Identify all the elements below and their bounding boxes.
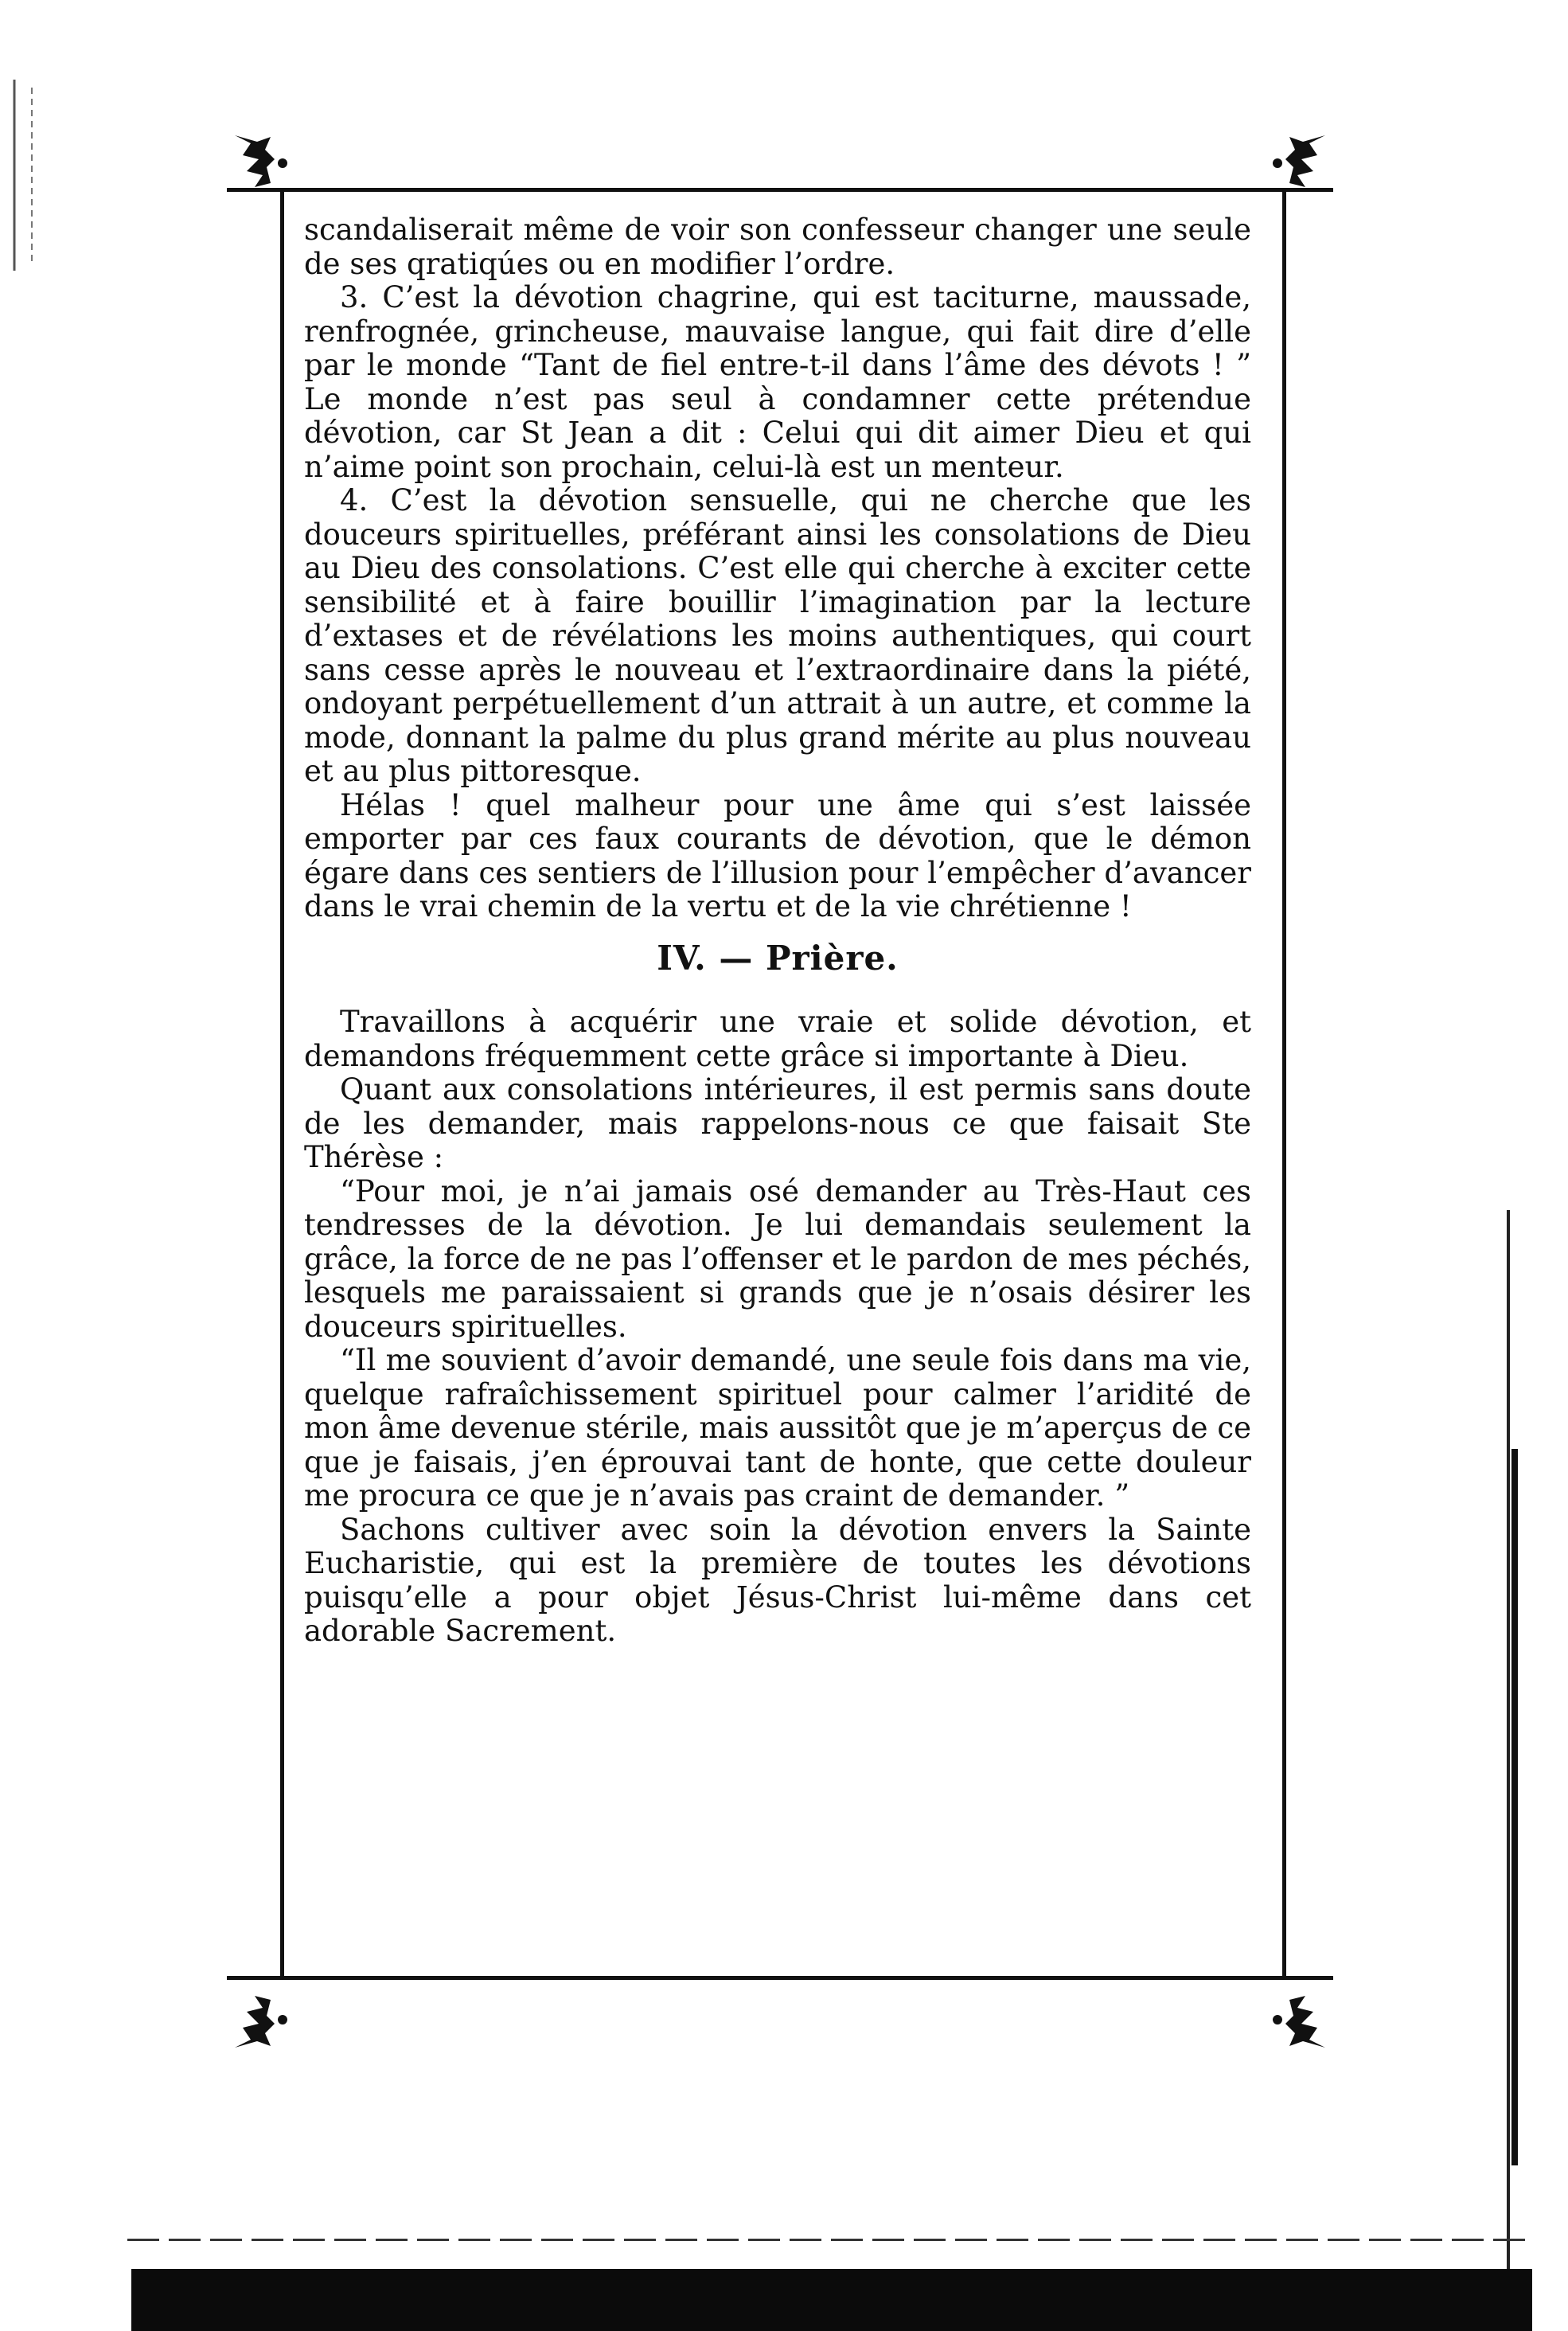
paragraph-6: Quant aux consolations intérieures, il est permis sans doute de les demander, mais rappelons-nous ce que faisait Ste Thérèse : xyxy=(304,1072,1251,1174)
scan-right-bar xyxy=(1500,1210,1524,2277)
paragraph-3: 4. C’est la dévotion sensuelle, qui ne cherche que les douceurs spirituelles, préférant ainsi les consolations de Dieu au Dieu des consolations. C’est elle qui cherche à exciter cette sensibilité et à faire bouillir l’imagination par la lecture d’extases et de révélations les moins authentiques, qui court sans cesse après le nouveau et l’extraordinaire dans la piété, ondoyant perpétuellement d’un attrait à un autre, et comme la mode, donnant la palme du plus grand mérite au plus nouveau et au plus pittoresque. xyxy=(304,483,1251,788)
frame-bottom-rule xyxy=(227,1976,1333,1980)
scan-bottom-band xyxy=(131,2269,1532,2331)
ornament-bottom-right xyxy=(1254,1984,1333,2064)
paragraph-5: Travaillons à acquérir une vraie et solide dévotion, et demandons fréquemment cette grâce si importante à Dieu. xyxy=(304,1005,1251,1073)
paragraph-1: scandaliserait même de voir son confesseur changer une seule de ses qratiqúes ou en modifier l’ordre. xyxy=(304,213,1251,281)
ornament-top-left xyxy=(227,119,306,199)
page-text xyxy=(304,213,1251,1649)
ornament-bottom-left xyxy=(227,1984,306,2064)
section-heading: IV. — Prière. xyxy=(657,938,899,978)
paragraph-4: Hélas ! quel malheur pour une âme qui s’est laissée emporter par ces faux courants de dévotion, que le démon égare dans ces sentiers de l’illusion pour l’empêcher d’avancer dans le vrai chemin de la vertu et de la vie chrétienne ! xyxy=(304,787,1251,923)
scan-bottom-line xyxy=(127,2239,1528,2241)
paragraph-9: Sachons cultiver avec soin la dévotion envers la Sainte Eucharistie, qui est la première de toutes les dévotions puisqu’elle a pour objet Jésus-Christ lui-même dans cet adorable Sacrement. xyxy=(304,1512,1251,1648)
scan-left-marks xyxy=(0,72,56,279)
paragraph-7: “Pour moi, je n’ai jamais osé demander au Très-Haut ces tendresses de la dévotion. Je lui demandais seulement la grâce, la force de ne pas l’offenser et le pardon de mes péchés, lesquels me paraissaient si grands que je n’osais désirer les douceurs spirituelles. xyxy=(304,1173,1251,1344)
paragraph-8: “Il me souvient d’avoir demandé, une seule fois dans ma vie, quelque rafraîchissement spirituel pour calmer l’aridité de mon âme devenue stérile, mais aussitôt que je m’aperçus de ce que je faisais, j’en éprouvai tant de honte, que cette douleur me procura ce que je n’avais pas craint de demander. ” xyxy=(304,1343,1251,1513)
ornament-top-right xyxy=(1254,119,1333,199)
paragraph-2: 3. C’est la dévotion chagrine, qui est taciturne, maussade, renfrognée, grincheuse, mauvaise langue, qui fait dire d’elle par le monde “Tant de fiel entre-t-il dans l’âme des dévots ! ” Le monde n’est pas seul à condamner cette prétendue dévotion, car St Jean a dit : Celui qui dit aimer Dieu et qui n’aime point son prochain, celui-là est un menteur. xyxy=(304,280,1251,484)
